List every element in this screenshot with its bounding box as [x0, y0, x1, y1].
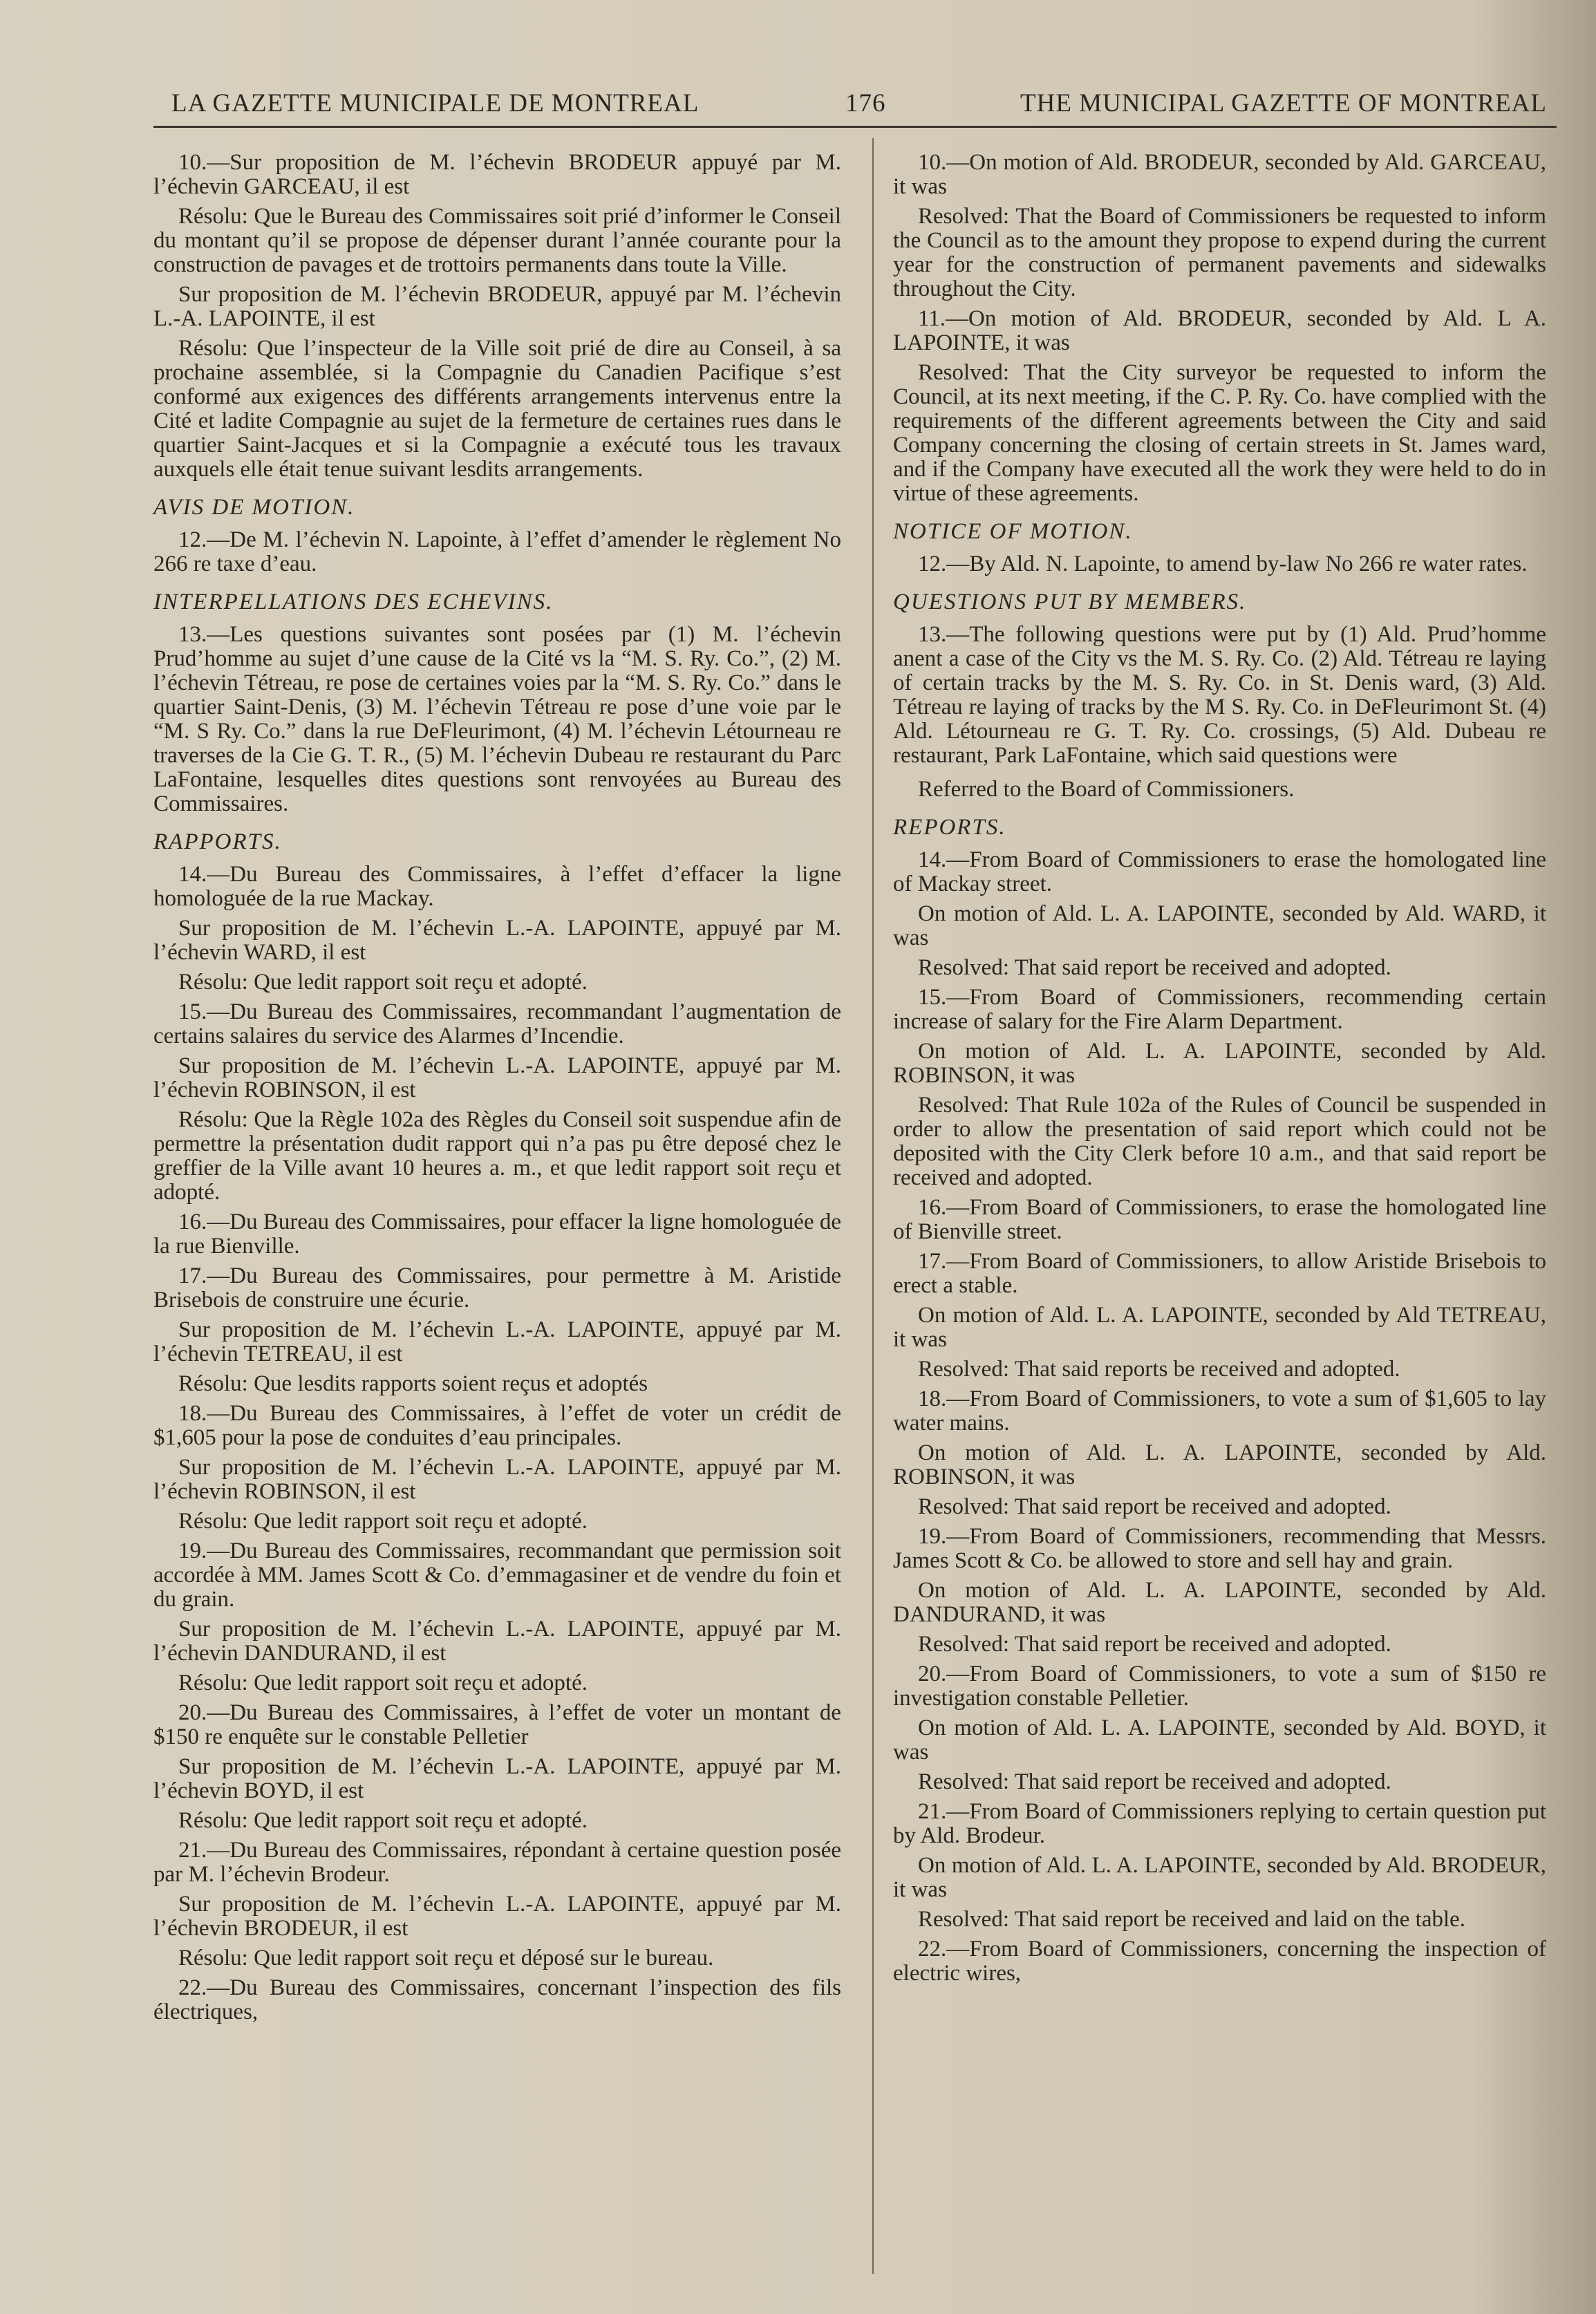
paragraph: Referred to the Board of Commissioners.: [918, 777, 1295, 802]
paragraph: 20.—Du Bureau des Commissaires, à l’effet de voter un montant de $150 re enquête sur le constable Pelletier: [153, 1700, 841, 1749]
paragraph: On motion of Ald. L. A. LAPOINTE, seconded by Ald. ROBINSON, it was: [893, 1440, 1546, 1489]
paragraph: 12.—De M. l’échevin N. Lapointe, à l’effet d’amender le règlement No 266 re taxe d’eau.: [153, 527, 841, 576]
section-heading: INTERPELLATIONS DES ECHEVINS.: [153, 590, 554, 614]
paragraph: Resolved: That Rule 102a of the Rules of Council be suspended in order to allow the presentation of said report which could not be deposited with the City Clerk before 10 a.m., and that said report be received and adopted.: [893, 1093, 1546, 1190]
paragraph: 16.—From Board of Commissioners, to erase the homologated line of Bienville street.: [893, 1195, 1546, 1244]
paragraph: 13.—The following questions were put by (1) Ald. Prud’homme anent a case of the City vs the M. S. Ry. Co. (2) Ald. Tétreau re laying of certain tracks by the M. S. Ry. Co. in St. Denis ward, (3) Ald. Tétreau re laying of tracks by the M S. Ry. Co. in DeFleurimont St. (4) Ald. Létourneau re G. T. Ry. Co. crossings, (5) Ald. Dubeau re restaurant, Park LaFontaine, which said questions were: [893, 622, 1546, 768]
column-divider: [872, 138, 874, 2274]
paragraph: 12.—By Ald. N. Lapointe, to amend by-law No 266 re water rates.: [918, 552, 1528, 576]
paragraph: 17.—From Board of Commissioners, to allow Aristide Brisebois to erect a stable.: [893, 1249, 1546, 1298]
paragraph: On motion of Ald. L. A. LAPOINTE, seconded by Ald. ROBINSON, it was: [893, 1039, 1546, 1088]
paragraph: Résolu: Que l’inspecteur de la Ville soit prié de dire au Conseil, à sa prochaine assemblée, si la Compagnie du Canadien Pacifique s’est conformé aux exigences des différents arrangements intervenus entre la Cité et ladite Compagnie au sujet de la fermeture de certaines rues dans le quartier Saint-Jacques et si la Compagnie a exécuté tous les travaux auxquels elle était tenue suivant lesdits arrangements.: [153, 336, 841, 482]
paragraph: 16.—Du Bureau des Commissaires, pour effacer la ligne homologuée de la rue Bienville.: [153, 1210, 841, 1259]
paragraph: Resolved: That the Board of Commissioners be requested to inform the Council as to the amount they propose to expend during the current year for the construction of permanent pavements and sidewalks throughout the City.: [893, 204, 1546, 301]
paragraph: Resolved: That the City surveyor be requested to inform the Council, at its next meeting, if the C. P. Ry. Co. have complied with the requirements of the different agreements between the City and said Company concerning the closing of certain streets in St. James ward, and if the Company have executed all the work they were held to do in virtue of these agreements.: [893, 360, 1546, 506]
paragraph: On motion of Ald. L. A. LAPOINTE, seconded by Ald. BOYD, it was: [893, 1715, 1546, 1765]
paragraph: 10.—Sur proposition de M. l’échevin BRODEUR appuyé par M. l’échevin GARCEAU, il est: [153, 150, 841, 199]
english-column: [893, 151, 1546, 1991]
paragraph: Sur proposition de M. l’échevin L.-A. LAPOINTE, appuyé par M. l’échevin ROBINSON, il est: [153, 1455, 841, 1504]
paragraph: 19.—Du Bureau des Commissaires, recommandant que permission soit accordée à MM. James Scott & Co. d’emmagasiner et de vendre du foin et du grain.: [153, 1539, 841, 1612]
paragraph: Résolu: Que ledit rapport soit reçu et déposé sur le bureau.: [178, 1946, 714, 1970]
paragraph: Resolved: That said report be received and adopted.: [918, 1769, 1391, 1794]
paragraph: Résolu: Que la Règle 102a des Règles du Conseil soit suspendue afin de permettre la présentation dudit rapport qui n’a pas pu être deposé chez le greffier de la Ville avant 10 heures a. m., et que ledit rapport soit reçu et adopté.: [153, 1107, 841, 1205]
paragraph: Sur proposition de M. l’échevin L.-A. LAPOINTE, appuyé par M. l’échevin ROBINSON, il est: [153, 1053, 841, 1102]
paragraph: 11.—On motion of Ald. BRODEUR, seconded by Ald. L A. LAPOINTE, it was: [893, 306, 1546, 355]
paragraph: Résolu: Que ledit rapport soit reçu et adopté.: [178, 1671, 588, 1695]
paragraph: 21.—Du Bureau des Commissaires, répondant à certaine question posée par M. l’échevin Brodeur.: [153, 1838, 841, 1887]
section-heading: AVIS DE MOTION.: [153, 495, 355, 520]
paragraph: Sur proposition de M. l’échevin L.-A. LAPOINTE, appuyé par M. l’échevin BRODEUR, il est: [153, 1892, 841, 1941]
paragraph: 17.—Du Bureau des Commissaires, pour permettre à M. Aristide Brisebois de construire une écurie.: [153, 1263, 841, 1313]
paragraph: Résolu: Que ledit rapport soit reçu et adopté.: [178, 1808, 588, 1833]
paragraph: On motion of Ald. L. A. LAPOINTE, seconded by Ald. BRODEUR, it was: [893, 1853, 1546, 1902]
header-title-english: THE MUNICIPAL GAZETTE OF MONTREAL: [1020, 89, 1547, 117]
paragraph: Résolu: Que ledit rapport soit reçu et adopté.: [178, 970, 588, 995]
section-heading: NOTICE OF MOTION.: [893, 519, 1133, 544]
french-column: [153, 151, 841, 2030]
paragraph: Resolved: That said report be received and adopted.: [918, 1494, 1391, 1519]
paragraph: 19.—From Board of Commissioners, recommending that Messrs. James Scott & Co. be allowed to store and sell hay and grain.: [893, 1524, 1546, 1573]
paragraph: Résolu: Que lesdits rapports soient reçus et adoptés: [178, 1371, 648, 1396]
paragraph: 18.—From Board of Commissioners, to vote a sum of $1,605 to lay water mains.: [893, 1386, 1546, 1436]
header-title-french: LA GAZETTE MUNICIPALE DE MONTREAL: [171, 89, 700, 117]
paragraph: On motion of Ald. L. A. LAPOINTE, seconded by Ald. WARD, it was: [893, 901, 1546, 950]
paragraph: Resolved: That said reports be received and adopted.: [918, 1357, 1400, 1382]
paragraph: 15.—From Board of Commissioners, recommending certain increase of salary for the Fire Alarm Department.: [893, 985, 1546, 1034]
paragraph: 14.—Du Bureau des Commissaires, à l’effet d’effacer la ligne homologuée de la rue Mackay.: [153, 862, 841, 911]
section-heading: REPORTS.: [893, 815, 1006, 840]
paragraph: 22.—From Board of Commissioners, concerning the inspection of electric wires,: [893, 1937, 1546, 1986]
page-header: [171, 88, 1547, 123]
paragraph: 21.—From Board of Commissioners replying to certain question put by Ald. Brodeur.: [893, 1799, 1546, 1848]
paragraph: 14.—From Board of Commissioners to erase the homologated line of Mackay street.: [893, 847, 1546, 896]
paragraph: Résolu: Que le Bureau des Commissaires soit prié d’informer le Conseil du montant qu’il se propose de dépenser durant l’année courante pour la construction de pavages et de trottoirs permanents dans toute la Ville.: [153, 204, 841, 277]
paragraph: 13.—Les questions suivantes sont posées par (1) M. l’échevin Prud’homme au sujet d’une cause de la Cité vs la “M. S. Ry. Co.”, (2) M. l’échevin Tétreau, re pose de certaines voies par la “M. S. Ry. Co.” dans le quartier Saint-Denis, (3) M. l’échevin Tétreau re pose d’une voie par le “M. S Ry. Co.” dans la rue DeFleurimont, (4) M. l’échevin Létourneau re traverses de la Cie G. T. R., (5) M. l’échevin Dubeau re restaurant du Parc LaFontaine, lesquelles dites questions sont renvoyées au Bureau des Commissaires.: [153, 622, 841, 816]
paragraph: 20.—From Board of Commissioners, to vote a sum of $150 re investigation constable Pelletier.: [893, 1662, 1546, 1711]
section-heading: QUESTIONS PUT BY MEMBERS.: [893, 590, 1247, 614]
paragraph: 10.—On motion of Ald. BRODEUR, seconded by Ald. GARCEAU, it was: [893, 150, 1546, 199]
section-heading: RAPPORTS.: [153, 829, 282, 854]
paragraph: 18.—Du Bureau des Commissaires, à l’effet de voter un crédit de $1,605 pour la pose de conduites d’eau principales.: [153, 1401, 841, 1450]
paragraph: Resolved: That said report be received and laid on the table.: [918, 1907, 1466, 1932]
paragraph: Sur proposition de M. l’échevin L.-A. LAPOINTE, appuyé par M. l’échevin TETREAU, il est: [153, 1317, 841, 1366]
paragraph: 22.—Du Bureau des Commissaires, concernant l’inspection des fils électriques,: [153, 1975, 841, 2024]
paragraph: On motion of Ald. L. A. LAPOINTE, seconded by Ald TETREAU, it was: [893, 1303, 1546, 1352]
paragraph: Resolved: That said report be received and adopted.: [918, 1632, 1391, 1657]
header-rule: [153, 126, 1557, 128]
page-number: 176: [845, 89, 886, 117]
paragraph: Sur proposition de M. l’échevin L.-A. LAPOINTE, appuyé par M. l’échevin WARD, il est: [153, 916, 841, 965]
paragraph: Resolved: That said report be received and adopted.: [918, 955, 1391, 980]
paragraph: Sur proposition de M. l’échevin L.-A. LAPOINTE, appuyé par M. l’échevin BOYD, il est: [153, 1754, 841, 1803]
paragraph: 15.—Du Bureau des Commissaires, recommandant l’augmentation de certains salaires du service des Alarmes d’Incendie.: [153, 999, 841, 1048]
paragraph: Sur proposition de M. l’échevin L.-A. LAPOINTE, appuyé par M. l’échevin DANDURAND, il est: [153, 1617, 841, 1666]
paragraph: On motion of Ald. L. A. LAPOINTE, seconded by Ald. DANDURAND, it was: [893, 1578, 1546, 1627]
paragraph: Sur proposition de M. l’échevin BRODEUR, appuyé par M. l’échevin L.-A. LAPOINTE, il est: [153, 282, 841, 331]
paragraph: Résolu: Que ledit rapport soit reçu et adopté.: [178, 1509, 588, 1534]
